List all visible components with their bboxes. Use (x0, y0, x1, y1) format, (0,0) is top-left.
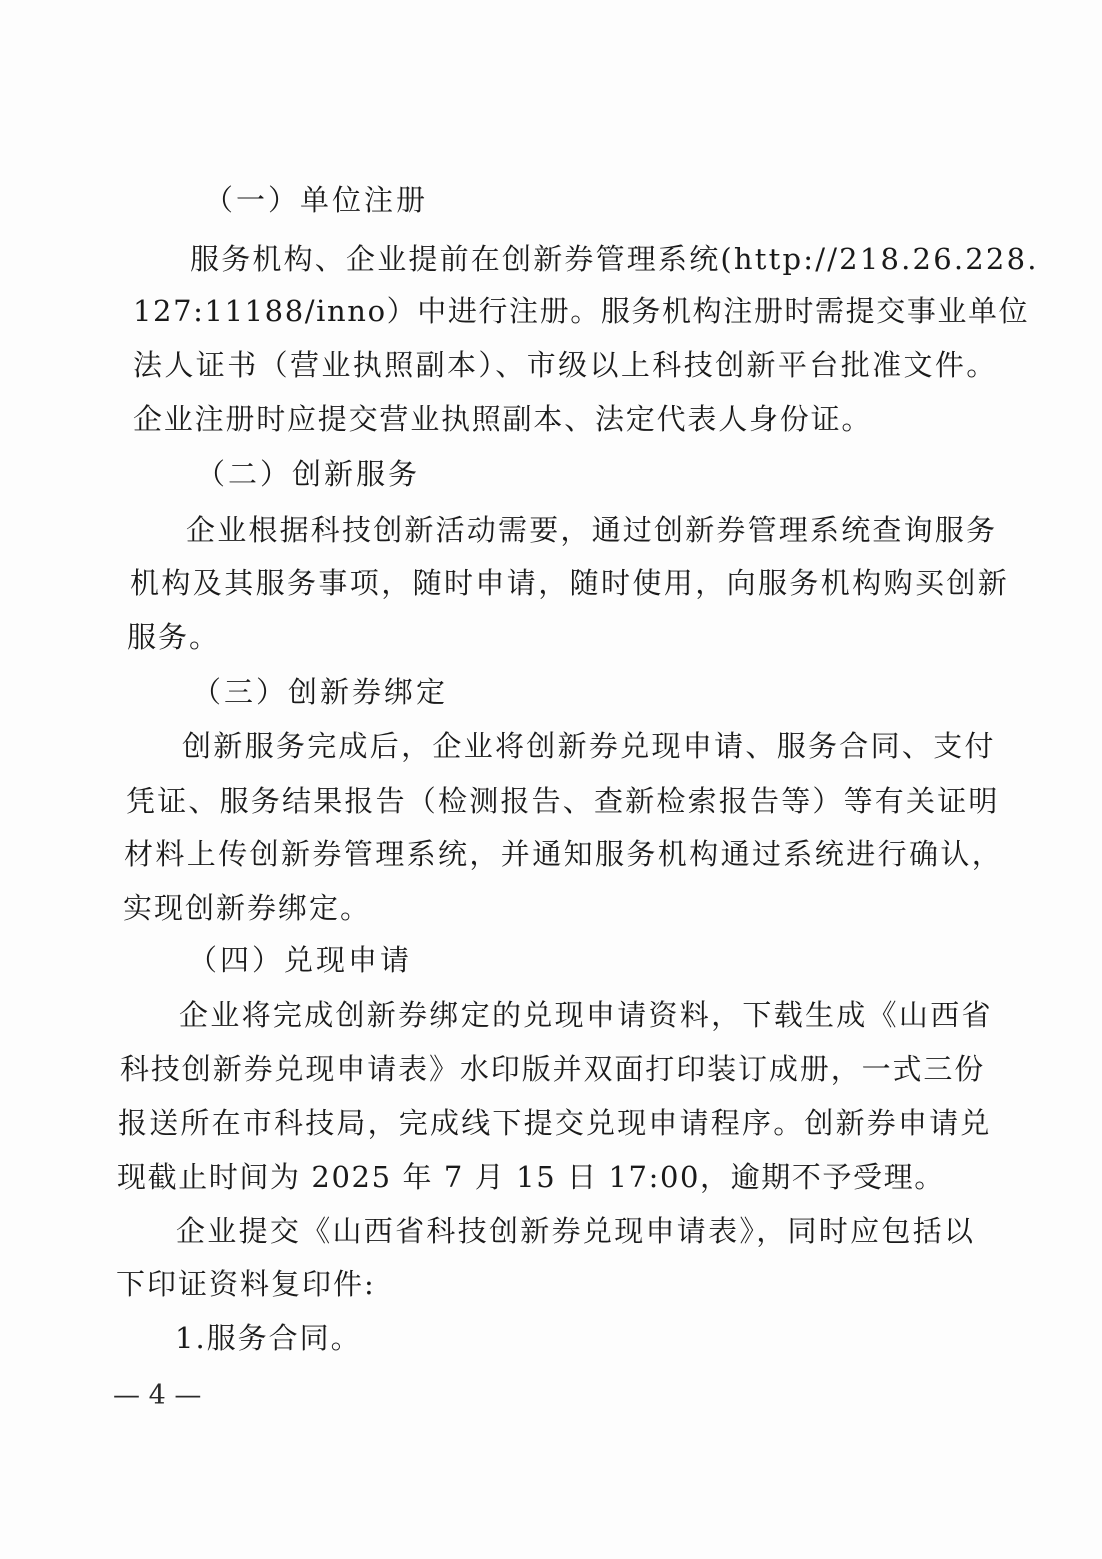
paragraph-line: 127:11188/inno）中进行注册。服务机构注册时需提交事业单位 (133, 294, 1030, 328)
section-heading-innovation-service: （二）创新服务 (196, 457, 421, 491)
list-item: 1.服务合同。 (175, 1321, 362, 1355)
paragraph-line: 企业将完成创新券绑定的兑现申请资料，下载生成《山西省 (179, 998, 993, 1032)
paragraph-line: 企业根据科技创新活动需要，通过创新券管理系统查询服务 (186, 513, 998, 547)
paragraph-line: 实现创新券绑定。 (123, 891, 372, 925)
section-heading-registration: （一）单位注册 (204, 183, 429, 217)
paragraph-line: 报送所在市科技局，完成线下提交兑现申请程序。创新券申请兑 (118, 1106, 992, 1140)
paragraph-line: 凭证、服务结果报告（检测报告、查新检索报告等）等有关证明 (126, 784, 1000, 818)
paragraph-line: 企业注册时应提交营业执照副本、法定代表人身份证。 (133, 402, 873, 436)
paragraph-line: 现截止时间为 2025 年 7 月 15 日 17:00，逾期不予受理。 (117, 1160, 945, 1194)
paragraph-line: 科技创新券兑现申请表》水印版并双面打印装订成册，一式三份 (120, 1052, 986, 1086)
paragraph-line: 服务机构、企业提前在创新券管理系统(http://218.26.228. (190, 242, 1039, 276)
section-heading-redemption-application: （四）兑现申请 (188, 943, 413, 977)
paragraph-line: 法人证书（营业执照副本）、市级以上科技创新平台批准文件。 (133, 348, 998, 382)
section-heading-voucher-binding: （三）创新券绑定 (192, 675, 449, 709)
page-number: — 4 — (113, 1380, 202, 1411)
paragraph-line: 下印证资料复印件: (116, 1267, 376, 1301)
paragraph-line: 机构及其服务事项，随时申请，随时使用，向服务机构购买创新 (130, 566, 1010, 600)
paragraph-line: 服务。 (127, 620, 221, 654)
paragraph-line: 材料上传创新券管理系统，并通知服务机构通过系统进行确认， (124, 837, 1004, 871)
paragraph-line: 企业提交《山西省科技创新券兑现申请表》，同时应包括以 (176, 1214, 976, 1248)
paragraph-line: 创新服务完成后，企业将创新券兑现申请、服务合同、支付 (182, 729, 996, 763)
